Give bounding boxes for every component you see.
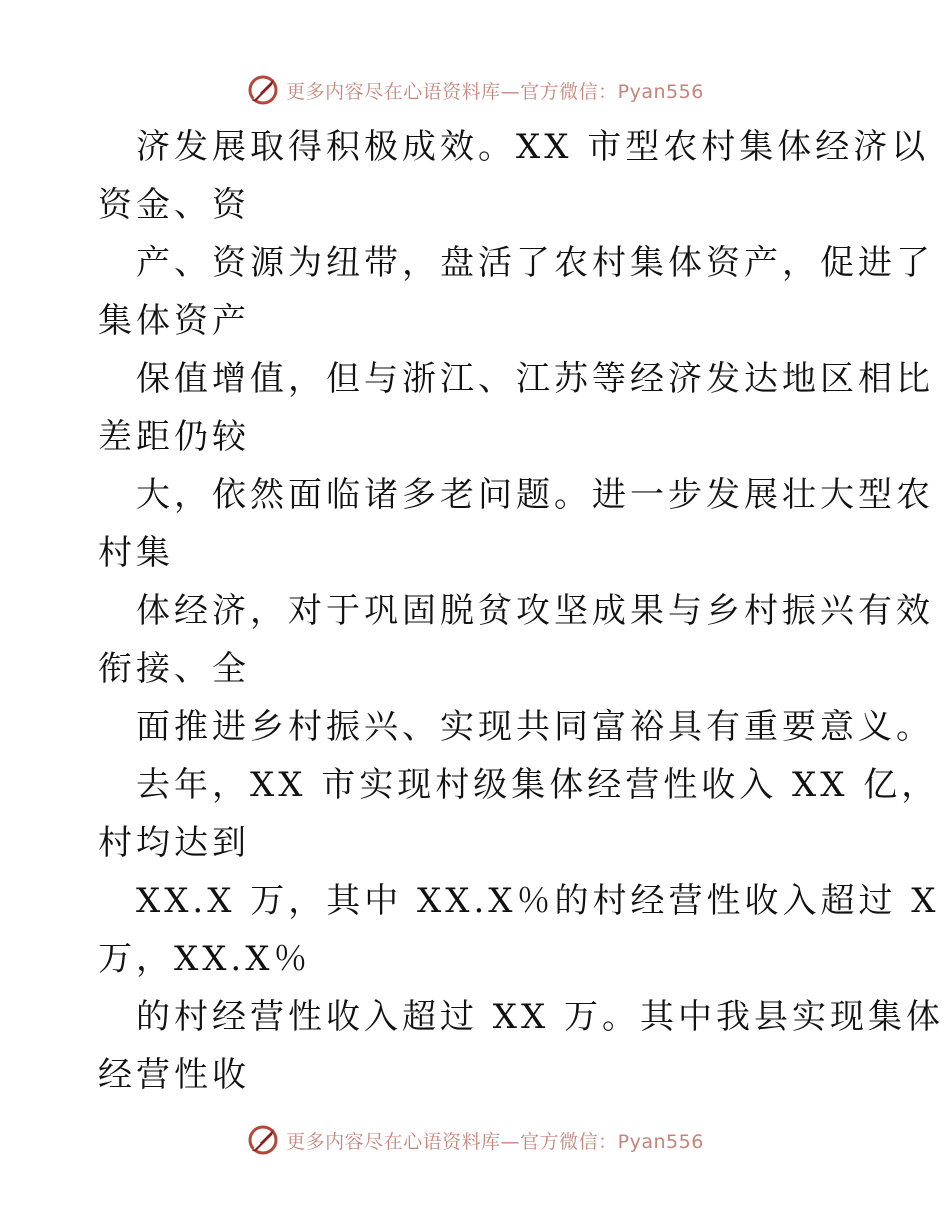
quill-pen-logo-icon [246, 1123, 280, 1157]
text-line: 保值增值，但与浙江、江苏等经济发达地区相比 [136, 359, 934, 399]
text-line: 集体资产 [98, 301, 250, 341]
text-line: XX.X 万，其中 XX.X％的村经营性收入超过 X [136, 881, 940, 921]
text-line: 差距仍较 [98, 417, 250, 457]
text-line: 大，依然面临诸多老问题。进一步发展壮大型农 [136, 475, 934, 515]
text-line: 资金、资 [98, 185, 250, 225]
text-line: 万，XX.X％ [98, 939, 312, 979]
watermark-text: 更多内容尽在心语资料库—官方微信：Pyan556 [286, 1130, 704, 1153]
text-line: 体经济，对于巩固脱贫攻坚成果与乡村振兴有效 [136, 591, 934, 631]
watermark-text: 更多内容尽在心语资料库—官方微信：Pyan556 [286, 80, 704, 103]
text-line: 村集 [98, 533, 174, 573]
text-line: 产、资源为纽带，盘活了农村集体资产，促进了 [136, 243, 934, 283]
text-line: 去年，XX 市实现村级集体经营性收入 XX 亿， [136, 765, 940, 805]
text-line: 经营性收 [98, 1055, 250, 1095]
footer-watermark [0, 1120, 950, 1160]
document-body [98, 118, 945, 1104]
text-line: 面推进乡村振兴、实现共同富裕具有重要意义。 [136, 707, 934, 747]
text-line: 济发展取得积极成效。XX 市型农村集体经济以 [136, 127, 930, 167]
text-line: 村均达到 [98, 823, 250, 863]
text-line: 衔接、全 [98, 649, 250, 689]
text-line: 的村经营性收入超过 XX 万。其中我县实现集体 [136, 997, 945, 1037]
header-watermark [0, 70, 950, 110]
quill-pen-logo-icon [246, 73, 280, 107]
